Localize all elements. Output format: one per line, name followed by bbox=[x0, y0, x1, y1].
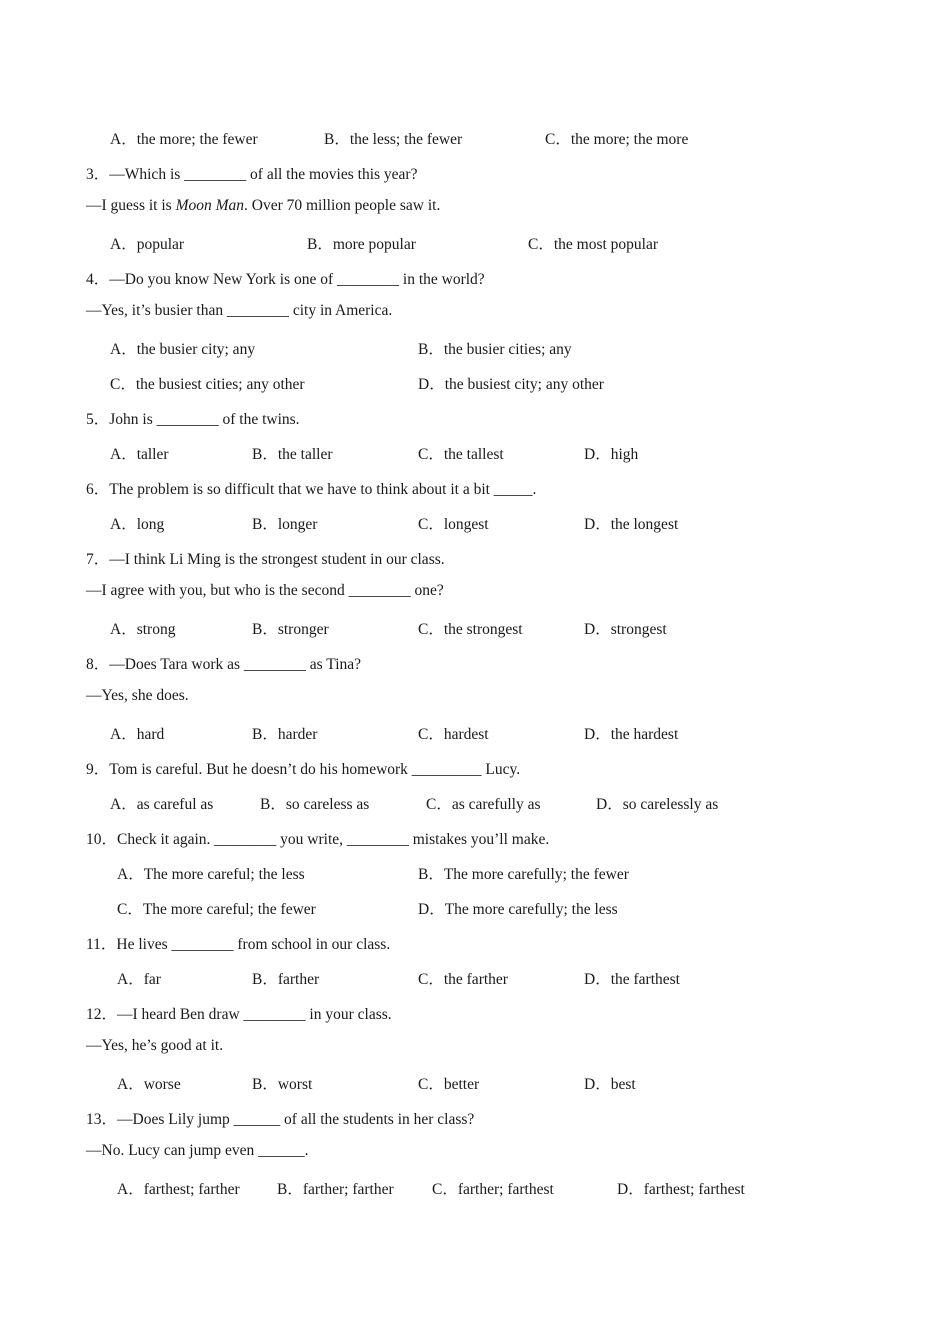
q12-option-d: D．best bbox=[584, 1076, 636, 1093]
q5-stem: 5．John is ________ of the twins. bbox=[86, 411, 300, 428]
q7-option-b: B．stronger bbox=[252, 621, 329, 638]
q6-stem: 6．The problem is so difficult that we have to think about it a bit _____. bbox=[86, 481, 537, 498]
q13-stem: 13．—Does Lily jump ______ of all the students in her class? bbox=[86, 1111, 475, 1128]
q5-option-b: B．the taller bbox=[252, 446, 333, 463]
q2-option-c: C．the more; the more bbox=[545, 131, 689, 148]
q4-option-d: D．the busiest city; any other bbox=[418, 376, 604, 393]
q12-stem: 12．—I heard Ben draw ________ in your class. bbox=[86, 1006, 392, 1023]
q9-option-d: D．so carelessly as bbox=[596, 796, 719, 813]
q8-reply: —Yes, she does. bbox=[86, 687, 189, 704]
q9-option-b: B．so careless as bbox=[260, 796, 370, 813]
q3-option-b: B．more popular bbox=[307, 236, 416, 253]
q3-option-a: A．popular bbox=[110, 236, 185, 253]
q6-option-b: B．longer bbox=[252, 516, 318, 533]
q8-option-c: C．hardest bbox=[418, 726, 489, 743]
q13-option-d: D．farthest; farthest bbox=[617, 1181, 745, 1198]
q12-option-c: C．better bbox=[418, 1076, 480, 1093]
q3-option-c: C．the most popular bbox=[528, 236, 659, 253]
q10-option-a: A．The more careful; the less bbox=[117, 866, 305, 883]
q3-reply-title: Moon Man bbox=[175, 197, 245, 214]
q2-option-b: B．the less; the fewer bbox=[324, 131, 463, 148]
q13-option-a: A．farthest; farther bbox=[117, 1181, 240, 1198]
q3-stem: 3．—Which is ________ of all the movies this year? bbox=[86, 166, 418, 183]
q8-option-a: A．hard bbox=[110, 726, 165, 743]
q13-option-c: C．farther; farthest bbox=[432, 1181, 554, 1198]
q10-stem: 10．Check it again. ________ you write, ________ mistakes you’ll make. bbox=[86, 831, 550, 848]
q12-option-a: A．worse bbox=[117, 1076, 181, 1093]
q7-stem: 7．—I think Li Ming is the strongest student in our class. bbox=[86, 551, 445, 568]
q3-reply-prefix: —I guess it is bbox=[86, 197, 176, 214]
q13-reply: —No. Lucy can jump even ______. bbox=[86, 1142, 309, 1159]
q13-option-b: B．farther; farther bbox=[277, 1181, 394, 1198]
q11-option-a: A．far bbox=[117, 971, 161, 988]
q7-option-a: A．strong bbox=[110, 621, 176, 638]
q11-option-d: D．the farthest bbox=[584, 971, 680, 988]
q7-reply: —I agree with you, but who is the second ________ one? bbox=[86, 582, 444, 599]
q6-option-c: C．longest bbox=[418, 516, 489, 533]
q5-option-c: C．the tallest bbox=[418, 446, 504, 463]
q8-option-d: D．the hardest bbox=[584, 726, 679, 743]
q4-reply: —Yes, it’s busier than ________ city in America. bbox=[86, 302, 393, 319]
q11-option-b: B．farther bbox=[252, 971, 320, 988]
q7-option-c: C．the strongest bbox=[418, 621, 523, 638]
q4-option-c: C．the busiest cities; any other bbox=[110, 376, 305, 393]
q4-stem: 4．—Do you know New York is one of ________ in the world? bbox=[86, 271, 485, 288]
q12-option-b: B．worst bbox=[252, 1076, 313, 1093]
q4-option-b: B．the busier cities; any bbox=[418, 341, 572, 358]
q9-option-a: A．as careful as bbox=[110, 796, 214, 813]
q9-stem: 9．Tom is careful. But he doesn’t do his homework _________ Lucy. bbox=[86, 761, 521, 778]
q5-option-a: A．taller bbox=[110, 446, 169, 463]
q3-reply-suffix: . Over 70 million people saw it. bbox=[244, 197, 441, 214]
q10-option-b: B．The more carefully; the fewer bbox=[418, 866, 629, 883]
q10-option-c: C．The more careful; the fewer bbox=[117, 901, 316, 918]
q6-option-a: A．long bbox=[110, 516, 165, 533]
q8-stem: 8．—Does Tara work as ________ as Tina? bbox=[86, 656, 362, 673]
q5-option-d: D．high bbox=[584, 446, 639, 463]
q8-option-b: B．harder bbox=[252, 726, 318, 743]
q10-option-d: D．The more carefully; the less bbox=[418, 901, 618, 918]
q4-option-a: A．the busier city; any bbox=[110, 341, 256, 358]
q12-reply: —Yes, he’s good at it. bbox=[86, 1037, 224, 1054]
q11-option-c: C．the farther bbox=[418, 971, 508, 988]
q6-option-d: D．the longest bbox=[584, 516, 679, 533]
q11-stem: 11．He lives ________ from school in our class. bbox=[86, 936, 391, 953]
q2-option-a: A．the more; the fewer bbox=[110, 131, 258, 148]
q7-option-d: D．strongest bbox=[584, 621, 667, 638]
q9-option-c: C．as carefully as bbox=[426, 796, 541, 813]
q3-reply bbox=[86, 197, 440, 215]
